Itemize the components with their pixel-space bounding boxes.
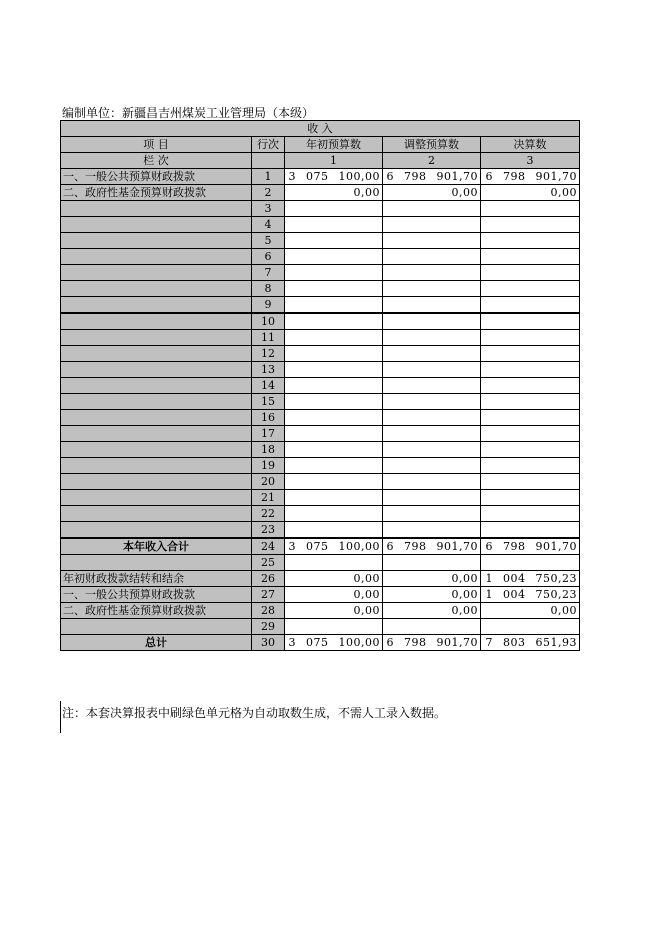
final-accounts-cell[interactable] (481, 313, 580, 330)
row-number-cell[interactable]: 10 (252, 313, 285, 330)
table-row (61, 201, 580, 217)
table-row (61, 378, 580, 394)
adjusted-budget-cell[interactable] (383, 394, 481, 410)
table-row (61, 394, 580, 410)
table-row (61, 603, 580, 619)
row-label-cell[interactable]: 年初财政拨款结转和结余 (61, 571, 252, 587)
adjusted-budget-cell[interactable] (383, 474, 481, 490)
table-row (61, 297, 580, 314)
adjusted-budget-cell[interactable] (383, 201, 481, 217)
row-label-cell[interactable] (61, 297, 252, 314)
row-number-cell[interactable]: 11 (252, 330, 285, 346)
final-accounts-cell[interactable] (481, 330, 580, 346)
final-accounts-cell[interactable] (481, 281, 580, 297)
initial-budget-cell[interactable] (285, 249, 383, 265)
final-accounts-cell[interactable] (481, 201, 580, 217)
table-row (61, 426, 580, 442)
row-number-cell[interactable]: 20 (252, 474, 285, 490)
table-row (61, 474, 580, 490)
table-row (61, 281, 580, 297)
initial-budget-cell[interactable]: 3 075 100,00 (285, 635, 383, 651)
adjusted-budget-cell[interactable] (383, 506, 481, 522)
final-accounts-cell[interactable] (481, 458, 580, 474)
table-row (61, 619, 580, 635)
row-label-cell[interactable] (61, 233, 252, 249)
lan-ci-label: 栏 次 (61, 153, 252, 169)
final-accounts-cell[interactable]: 7 803 651,93 (481, 635, 580, 651)
initial-budget-cell[interactable] (285, 201, 383, 217)
initial-budget-cell[interactable] (285, 330, 383, 346)
initial-budget-cell[interactable] (285, 362, 383, 378)
note-left-border (60, 701, 61, 733)
row-number-cell[interactable]: 8 (252, 281, 285, 297)
table-row (61, 506, 580, 522)
row-label-cell[interactable] (61, 394, 252, 410)
final-accounts-cell[interactable] (481, 555, 580, 571)
header-row-no: 行次 (252, 137, 285, 153)
adjusted-budget-cell[interactable]: 0,00 (383, 185, 481, 201)
final-accounts-cell[interactable] (481, 474, 580, 490)
row-label-cell[interactable]: 总计 (61, 635, 252, 651)
table-row (61, 265, 580, 281)
initial-budget-cell[interactable]: 0,00 (285, 603, 383, 619)
final-accounts-cell[interactable]: 0,00 (481, 603, 580, 619)
row-label-cell[interactable] (61, 619, 252, 635)
row-number-cell[interactable]: 5 (252, 233, 285, 249)
table-row (61, 571, 580, 587)
row-label-cell[interactable] (61, 458, 252, 474)
final-accounts-cell[interactable] (481, 217, 580, 233)
final-accounts-cell[interactable] (481, 362, 580, 378)
row-label-cell[interactable] (61, 474, 252, 490)
adjusted-budget-cell[interactable] (383, 458, 481, 474)
initial-budget-cell[interactable] (285, 233, 383, 249)
header-item: 项 目 (61, 137, 252, 153)
initial-budget-cell[interactable] (285, 458, 383, 474)
adjusted-budget-cell[interactable] (383, 362, 481, 378)
final-accounts-cell[interactable] (481, 619, 580, 635)
initial-budget-cell[interactable]: 0,00 (285, 185, 383, 201)
table-row (61, 346, 580, 362)
adjusted-budget-cell[interactable] (383, 378, 481, 394)
row-number-cell[interactable]: 28 (252, 603, 285, 619)
table-row (61, 217, 580, 233)
row-number-cell[interactable]: 29 (252, 619, 285, 635)
row-label-cell[interactable] (61, 201, 252, 217)
initial-budget-cell[interactable] (285, 346, 383, 362)
initial-budget-cell[interactable]: 0,00 (285, 587, 383, 603)
final-accounts-cell[interactable] (481, 233, 580, 249)
row-label-cell[interactable] (61, 410, 252, 426)
row-number-cell[interactable]: 16 (252, 410, 285, 426)
adjusted-budget-cell[interactable]: 6 798 901,70 (383, 169, 481, 185)
section-title-income: 收 入 (61, 121, 580, 137)
initial-budget-cell[interactable]: 3 075 100,00 (285, 538, 383, 555)
table-row (61, 249, 580, 265)
row-label-cell[interactable]: 本年收入合计 (61, 538, 252, 555)
initial-budget-cell[interactable] (285, 506, 383, 522)
row-label-cell[interactable] (61, 555, 252, 571)
initial-budget-cell[interactable] (285, 313, 383, 330)
initial-budget-cell[interactable]: 3 075 100,00 (285, 169, 383, 185)
adjusted-budget-cell[interactable] (383, 490, 481, 506)
row-number-cell[interactable]: 25 (252, 555, 285, 571)
row-label-cell[interactable] (61, 426, 252, 442)
row-number-cell[interactable]: 2 (252, 185, 285, 201)
col-number-2: 2 (383, 153, 481, 169)
row-label-cell[interactable] (61, 313, 252, 330)
final-accounts-cell[interactable] (481, 490, 580, 506)
footnote: 注：本套决算报表中刷绿色单元格为自动取数生成，不需人工录入数据。 (62, 706, 447, 720)
row-number-cell[interactable]: 30 (252, 635, 285, 651)
final-accounts-cell[interactable] (481, 522, 580, 539)
row-label-cell[interactable] (61, 330, 252, 346)
row-number-cell[interactable]: 27 (252, 587, 285, 603)
row-label-cell[interactable] (61, 490, 252, 506)
row-number-cell[interactable]: 19 (252, 458, 285, 474)
final-accounts-cell[interactable]: 1 004 750,23 (481, 571, 580, 587)
initial-budget-cell[interactable] (285, 265, 383, 281)
adjusted-budget-cell[interactable] (383, 410, 481, 426)
row-number-cell[interactable]: 12 (252, 346, 285, 362)
adjusted-budget-cell[interactable] (383, 442, 481, 458)
adjusted-budget-cell[interactable] (383, 330, 481, 346)
row-number-cell[interactable]: 15 (252, 394, 285, 410)
row-number-cell[interactable]: 18 (252, 442, 285, 458)
col-number-3: 3 (481, 153, 580, 169)
adjusted-budget-cell[interactable] (383, 522, 481, 539)
row-label-cell[interactable] (61, 281, 252, 297)
initial-budget-cell[interactable] (285, 490, 383, 506)
row-label-cell[interactable] (61, 362, 252, 378)
table-row (61, 442, 580, 458)
table-row (61, 313, 580, 330)
table-row (61, 635, 580, 651)
row-number-cell[interactable]: 26 (252, 571, 285, 587)
header-initial-budget: 年初预算数 (285, 137, 383, 153)
adjusted-budget-cell[interactable] (383, 619, 481, 635)
row-label-cell[interactable]: 一、一般公共预算财政拨款 (61, 587, 252, 603)
row-number-cell[interactable]: 1 (252, 169, 285, 185)
final-accounts-cell[interactable] (481, 297, 580, 314)
adjusted-budget-cell[interactable]: 6 798 901,70 (383, 538, 481, 555)
table-row (61, 490, 580, 506)
initial-budget-cell[interactable] (285, 410, 383, 426)
adjusted-budget-cell[interactable] (383, 313, 481, 330)
row-number-cell[interactable]: 13 (252, 362, 285, 378)
income-table (60, 120, 580, 651)
initial-budget-cell[interactable] (285, 394, 383, 410)
initial-budget-cell[interactable] (285, 297, 383, 314)
initial-budget-cell[interactable]: 0,00 (285, 571, 383, 587)
table-row (61, 330, 580, 346)
initial-budget-cell[interactable] (285, 378, 383, 394)
initial-budget-cell[interactable] (285, 217, 383, 233)
table-row (61, 169, 580, 185)
row-number-cell[interactable]: 22 (252, 506, 285, 522)
row-label-cell[interactable] (61, 522, 252, 539)
final-accounts-cell[interactable] (481, 249, 580, 265)
final-accounts-cell[interactable] (481, 394, 580, 410)
table-row (61, 538, 580, 555)
row-number-cell[interactable]: 24 (252, 538, 285, 555)
row-number-cell[interactable]: 23 (252, 522, 285, 539)
table-row (61, 185, 580, 201)
adjusted-budget-cell[interactable]: 6 798 901,70 (383, 635, 481, 651)
final-accounts-cell[interactable]: 1 004 750,23 (481, 587, 580, 603)
adjusted-budget-cell[interactable]: 0,00 (383, 587, 481, 603)
row-label-cell[interactable] (61, 442, 252, 458)
table-row (61, 522, 580, 539)
initial-budget-cell[interactable] (285, 555, 383, 571)
lan-ci-empty (252, 153, 285, 169)
row-label-cell[interactable]: 二、政府性基金预算财政拨款 (61, 603, 252, 619)
row-label-cell[interactable]: 一、一般公共预算财政拨款 (61, 169, 252, 185)
final-accounts-cell[interactable] (481, 506, 580, 522)
row-label-cell[interactable] (61, 378, 252, 394)
table-row (61, 362, 580, 378)
row-number-cell[interactable]: 4 (252, 217, 285, 233)
adjusted-budget-cell[interactable] (383, 555, 481, 571)
table-row (61, 458, 580, 474)
adjusted-budget-cell[interactable] (383, 265, 481, 281)
final-accounts-cell[interactable] (481, 378, 580, 394)
row-label-cell[interactable] (61, 506, 252, 522)
adjusted-budget-cell[interactable] (383, 281, 481, 297)
row-label-cell[interactable] (61, 265, 252, 281)
final-accounts-cell[interactable] (481, 410, 580, 426)
final-accounts-cell[interactable]: 6 798 901,70 (481, 538, 580, 555)
row-number-cell[interactable]: 14 (252, 378, 285, 394)
final-accounts-cell[interactable] (481, 265, 580, 281)
row-label-cell[interactable] (61, 346, 252, 362)
col-number-1: 1 (285, 153, 383, 169)
adjusted-budget-cell[interactable] (383, 297, 481, 314)
final-accounts-cell[interactable]: 0,00 (481, 185, 580, 201)
row-number-cell[interactable]: 21 (252, 490, 285, 506)
row-label-cell[interactable] (61, 217, 252, 233)
row-number-cell[interactable]: 7 (252, 265, 285, 281)
adjusted-budget-cell[interactable]: 0,00 (383, 571, 481, 587)
final-accounts-cell[interactable] (481, 442, 580, 458)
final-accounts-cell[interactable] (481, 346, 580, 362)
row-number-cell[interactable]: 17 (252, 426, 285, 442)
reporting-unit-label: 编制单位：新疆昌吉州煤炭工业管理局（本级） (62, 106, 315, 120)
table-row (61, 587, 580, 603)
initial-budget-cell[interactable] (285, 474, 383, 490)
table-row (61, 555, 580, 571)
initial-budget-cell[interactable] (285, 522, 383, 539)
adjusted-budget-cell[interactable]: 0,00 (383, 603, 481, 619)
table-row (61, 410, 580, 426)
header-adjusted-budget: 调整预算数 (383, 137, 481, 153)
header-final-accounts: 决算数 (481, 137, 580, 153)
row-label-cell[interactable]: 二、政府性基金预算财政拨款 (61, 185, 252, 201)
adjusted-budget-cell[interactable] (383, 233, 481, 249)
initial-budget-cell[interactable] (285, 619, 383, 635)
table-row (61, 233, 580, 249)
initial-budget-cell[interactable] (285, 442, 383, 458)
adjusted-budget-cell[interactable] (383, 217, 481, 233)
row-number-cell[interactable]: 3 (252, 201, 285, 217)
initial-budget-cell[interactable] (285, 426, 383, 442)
row-label-cell[interactable] (61, 249, 252, 265)
initial-budget-cell[interactable] (285, 281, 383, 297)
row-number-cell[interactable]: 6 (252, 249, 285, 265)
adjusted-budget-cell[interactable] (383, 426, 481, 442)
final-accounts-cell[interactable] (481, 426, 580, 442)
row-number-cell[interactable]: 9 (252, 297, 285, 314)
adjusted-budget-cell[interactable] (383, 346, 481, 362)
final-accounts-cell[interactable]: 6 798 901,70 (481, 169, 580, 185)
adjusted-budget-cell[interactable] (383, 249, 481, 265)
